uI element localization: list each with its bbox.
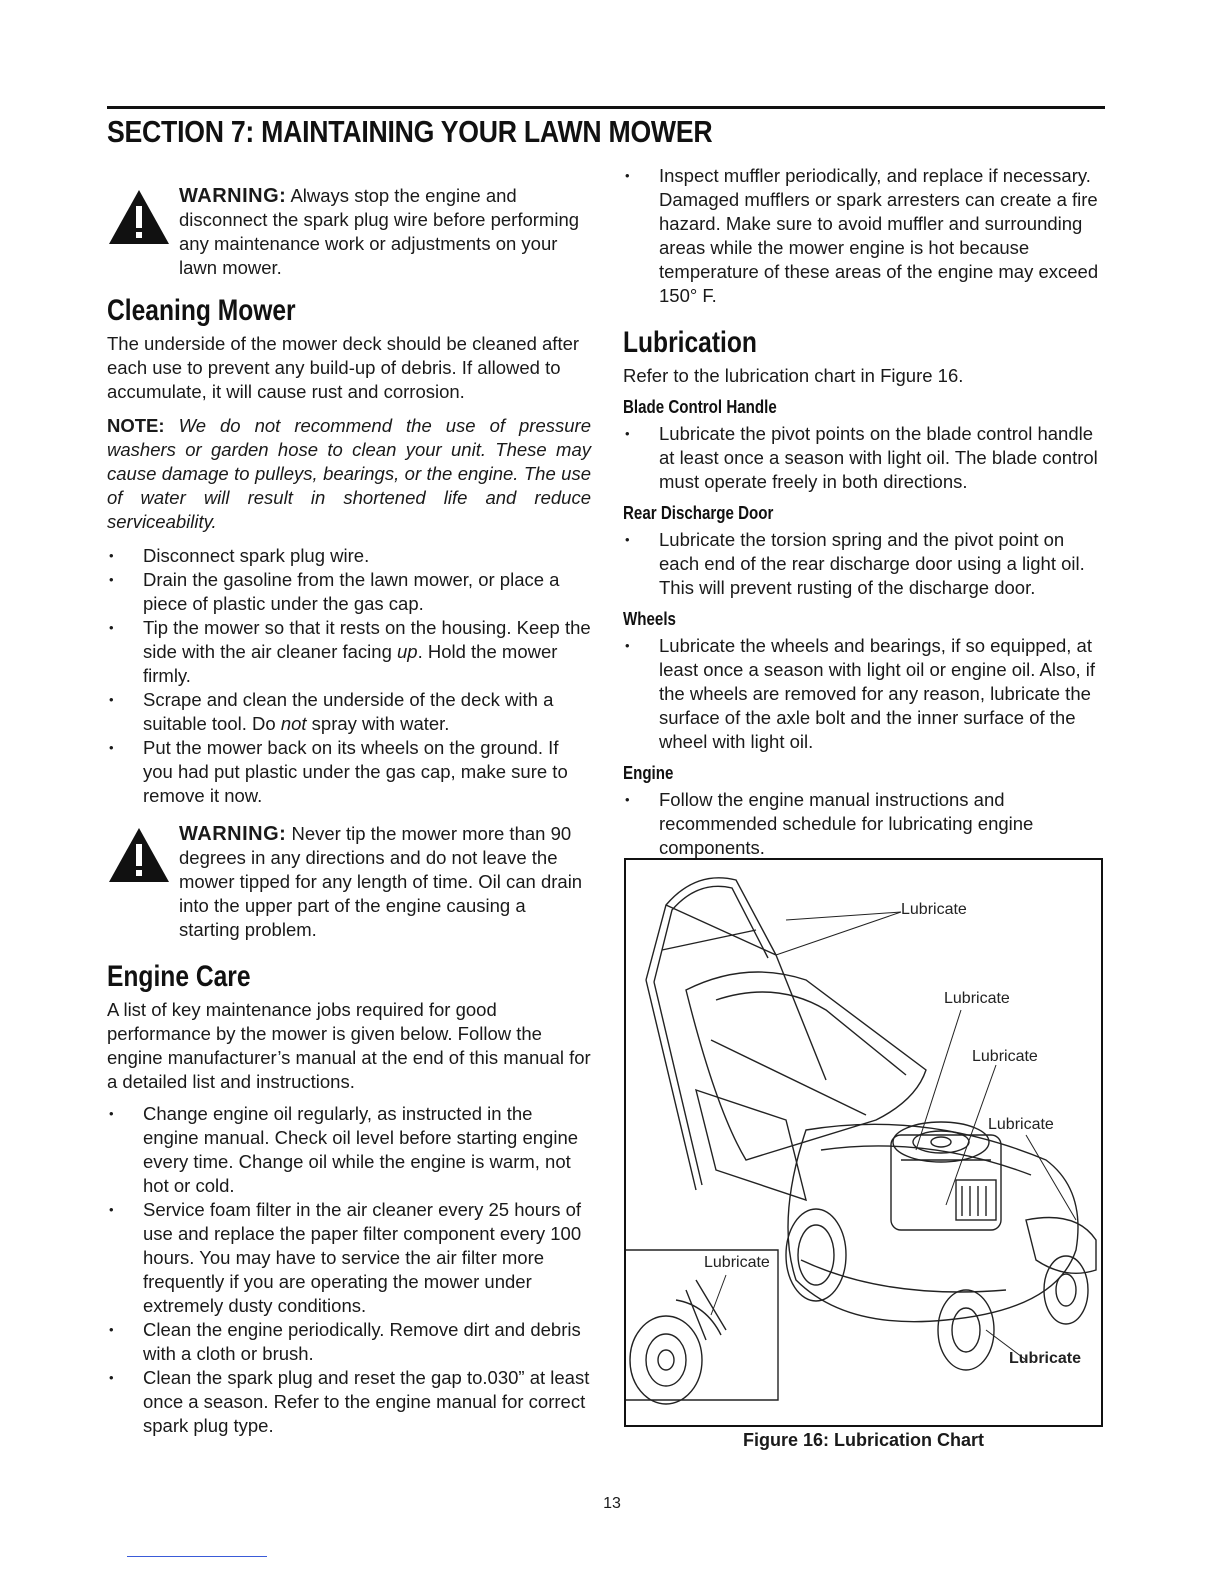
callout-rear-wheel: Lubricate <box>1009 1350 1082 1367</box>
warning-label: WARNING: <box>179 185 287 207</box>
muffler-list <box>623 164 1105 308</box>
list-item: • Clean the engine periodically. Remove dirt and debris with a cloth or brush. <box>107 1318 591 1366</box>
heading-blade-control-handle: Blade Control Handle <box>623 397 777 417</box>
callout-handle: Lubricate <box>901 901 967 918</box>
cleaning-note <box>107 414 591 534</box>
warning-block-2 <box>107 822 591 942</box>
figure-caption: Figure 16: Lubrication Chart <box>742 1430 985 1450</box>
list-item: • Service foam filter in the air cleaner every 25 hours of use and replace the paper filter component every 100 hours. You may have to service the air filter more frequently if you are operating the mower under extremely dusty conditions. <box>107 1198 591 1318</box>
heading-lubrication: Lubrication <box>623 326 757 359</box>
top-rule <box>107 106 1105 109</box>
callout-discharge: Lubricate <box>988 1116 1054 1133</box>
scrape-text-a: Scrape and clean the underside of the deck with a suitable tool. Do <box>143 689 554 734</box>
list-item: • Lubricate the wheels and bearings, if so equipped, at least once a season with light oil or engine oil. Also, if the wheels are removed for any reason, lubricate the surface of the axle bolt and the inner surface of the wheel with light oil. <box>623 634 1105 754</box>
list-item: • Lubricate the pivot points on the blade control handle at least once a season with light oil. The blade control must operate freely in both directions. <box>623 422 1105 494</box>
lawn-mower-illustration <box>626 860 1101 1425</box>
blade-list <box>623 422 1105 494</box>
warning-block-1 <box>107 184 591 280</box>
warning-text: Never tip the mower more than 90 degrees in any directions and do not leave the mower tipped for any length of time. Oil can drain into the upper part of the engine causing a starting problem. <box>179 823 583 940</box>
scrape-text-b: spray with water. <box>306 713 450 734</box>
lubrication-intro: Refer to the lubrication chart in Figure 16. <box>623 365 964 386</box>
engine-list <box>623 788 1105 860</box>
callout-middle: Lubricate <box>972 1048 1038 1065</box>
note-label: NOTE: <box>107 415 165 436</box>
list-item: • Follow the engine manual instructions and recommended schedule for lubricating engine components. <box>623 788 1105 860</box>
cleaning-steps-list <box>107 544 591 808</box>
lubrication-figure <box>624 858 1103 1427</box>
wheels-list <box>623 634 1105 754</box>
tip-text-b: . Hold the mower firmly. <box>143 641 558 686</box>
list-item: • Lubricate the torsion spring and the pivot point on each end of the rear discharge door using a light oil. This will prevent rusting of the discharge door. <box>623 528 1105 600</box>
right-column <box>623 164 1105 868</box>
callout-upper: Lubricate <box>944 990 1010 1007</box>
left-column <box>107 184 591 1446</box>
warning-label: WARNING: <box>179 823 287 845</box>
door-list <box>623 528 1105 600</box>
heading-rear-discharge-door: Rear Discharge Door <box>623 503 774 523</box>
list-item: • Put the mower back on its wheels on the ground. If you had put plastic under the gas cap, make sure to remove it now. <box>107 736 591 808</box>
heading-wheels: Wheels <box>623 609 676 629</box>
list-item: • Change engine oil regularly, as instructed in the engine manual. Check oil level before starting engine every time. Change oil while the engine is warm, not hot or cold. <box>107 1102 591 1198</box>
warning-text: Always stop the engine and disconnect the spark plug wire before performing any maintenance work or adjustments on your lawn mower. <box>179 185 580 278</box>
warning-triangle-icon <box>107 826 171 884</box>
heading-cleaning-mower: Cleaning Mower <box>107 294 296 327</box>
list-item <box>107 616 591 688</box>
callout-inset: Lubricate <box>704 1254 770 1271</box>
heading-engine: Engine <box>623 763 674 783</box>
list-item: • Disconnect spark plug wire. <box>107 544 591 568</box>
tip-emphasis: up <box>397 641 418 662</box>
engine-care-paragraph: A list of key maintenance jobs required for good performance by the mower is given below. Follow the engine manufacturer’s manual at the end of this manual for a detailed list and instructions. <box>107 999 591 1092</box>
cleaning-paragraph: The underside of the mower deck should be cleaned after each use to prevent any build-up of debris. If allowed to accumulate, it will cause rust and corrosion. <box>107 333 580 402</box>
section-title: SECTION 7: MAINTAINING YOUR LAWN MOWER <box>107 114 713 149</box>
warning-triangle-icon <box>107 188 171 246</box>
note-text: We do not recommend the use of pressure washers or garden hose to clean your unit. These may cause damage to pulleys, bearings, or the engine. The use of water will result in shortened life and reduce serviceability. <box>107 415 591 532</box>
page-number: 13 <box>603 1495 621 1512</box>
list-item: • Drain the gasoline from the lawn mower, or place a piece of plastic under the gas cap. <box>107 568 591 616</box>
scrape-emphasis: not <box>280 713 307 734</box>
bottom-rule <box>127 1556 267 1557</box>
engine-care-list <box>107 1102 591 1438</box>
tip-text-a: Tip the mower so that it rests on the housing. Keep the side with the air cleaner facing <box>143 617 591 662</box>
list-item: • Inspect muffler periodically, and replace if necessary. Damaged mufflers or spark arresters can create a fire hazard. Make sure to avoid muffler and surrounding areas while the mower engine is hot because temperature of these areas of the engine may exceed 150° F. <box>623 164 1105 308</box>
list-item: • Clean the spark plug and reset the gap to.030” at least once a season. Refer to the engine manual for correct spark plug type. <box>107 1366 591 1438</box>
list-item <box>107 688 591 736</box>
heading-engine-care: Engine Care <box>107 960 251 993</box>
